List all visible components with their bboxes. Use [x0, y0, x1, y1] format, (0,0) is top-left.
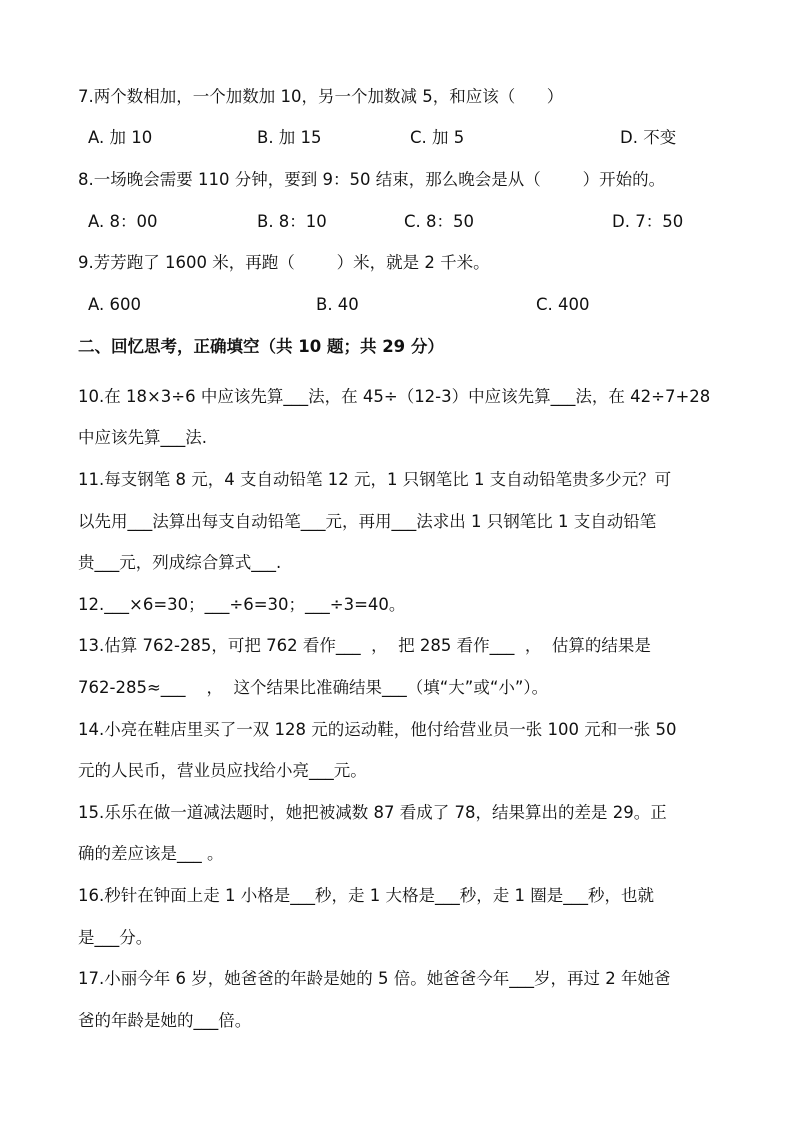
question-13-line-2: 762-285≈___ ， 这个结果比准确结果___（填“大”或“小”）。 — [78, 678, 549, 697]
question-17-line-1: 17.小丽今年 6 岁，她爸爸的年龄是她的 5 倍。她爸爸今年___岁，再过 2 年她爸 — [78, 969, 671, 988]
question-17-line-2: 爸的年龄是她的___倍。 — [78, 1011, 252, 1030]
question-7-option-a: A. 加 10 — [88, 128, 153, 147]
question-7-stem: 7.两个数相加，一个加数加 10，另一个加数减 5，和应该（ ） — [78, 87, 564, 106]
question-7-option-d: D. 不变 — [620, 128, 677, 147]
section-2-heading: 二、回忆思考，正确填空（共 10 题；共 29 分） — [78, 337, 444, 356]
question-7-option-b: B. 加 15 — [257, 128, 322, 147]
question-9-stem: 9.芳芳跑了 1600 米，再跑（ ）米，就是 2 千米。 — [78, 253, 490, 272]
question-16-line-1: 16.秒针在钟面上走 1 小格是___秒，走 1 大格是___秒，走 1 圈是___秒，也就 — [78, 886, 654, 905]
question-10-line-1: 10.在 18×3÷6 中应该先算___法，在 45÷（12-3）中应该先算___法，在 42÷7+28 — [78, 387, 711, 406]
question-15-line-2: 确的差应该是___ 。 — [78, 844, 224, 863]
question-11-line-3: 贵___元，列成综合算式___. — [78, 553, 282, 572]
question-15-line-1: 15.乐乐在做一道减法题时，她把被减数 87 看成了 78，结果算出的差是 29。正 — [78, 803, 667, 822]
question-12-line-1: 12.___×6=30；___÷6=30；___÷3=40。 — [78, 595, 406, 614]
question-14-line-2: 元的人民币，营业员应找给小亮___元。 — [78, 761, 367, 780]
question-8-option-a: A. 8：00 — [88, 212, 158, 231]
question-9-option-a: A. 600 — [88, 295, 141, 314]
question-8-option-c: C. 8：50 — [404, 212, 475, 231]
question-16-line-2: 是___分。 — [78, 928, 153, 947]
question-11-line-2: 以先用___法算出每支自动铅笔___元，再用___法求出 1 只钢笔比 1 支自动铅笔 — [78, 512, 657, 531]
question-11-line-1: 11.每支钢笔 8 元，4 支自动铅笔 12 元，1 只钢笔比 1 支自动铅笔贵多少元？可 — [78, 470, 672, 489]
question-7-option-c: C. 加 5 — [410, 128, 465, 147]
question-9-option-b: B. 40 — [316, 295, 359, 314]
question-9-option-c: C. 400 — [536, 295, 590, 314]
question-8-option-d: D. 7：50 — [612, 212, 684, 231]
question-10-line-2: 中应该先算___法. — [78, 428, 207, 447]
question-8-stem: 8.一场晚会需要 110 分钟，要到 9：50 结束，那么晚会是从（ ）开始的。 — [78, 170, 666, 189]
question-8-option-b: B. 8：10 — [257, 212, 327, 231]
question-13-line-1: 13.估算 762-285，可把 762 看作___ ， 把 285 看作___ ， 估算的结果是 — [78, 636, 651, 655]
question-14-line-1: 14.小亮在鞋店里买了一双 128 元的运动鞋，他付给营业员一张 100 元和一张 50 — [78, 720, 677, 739]
